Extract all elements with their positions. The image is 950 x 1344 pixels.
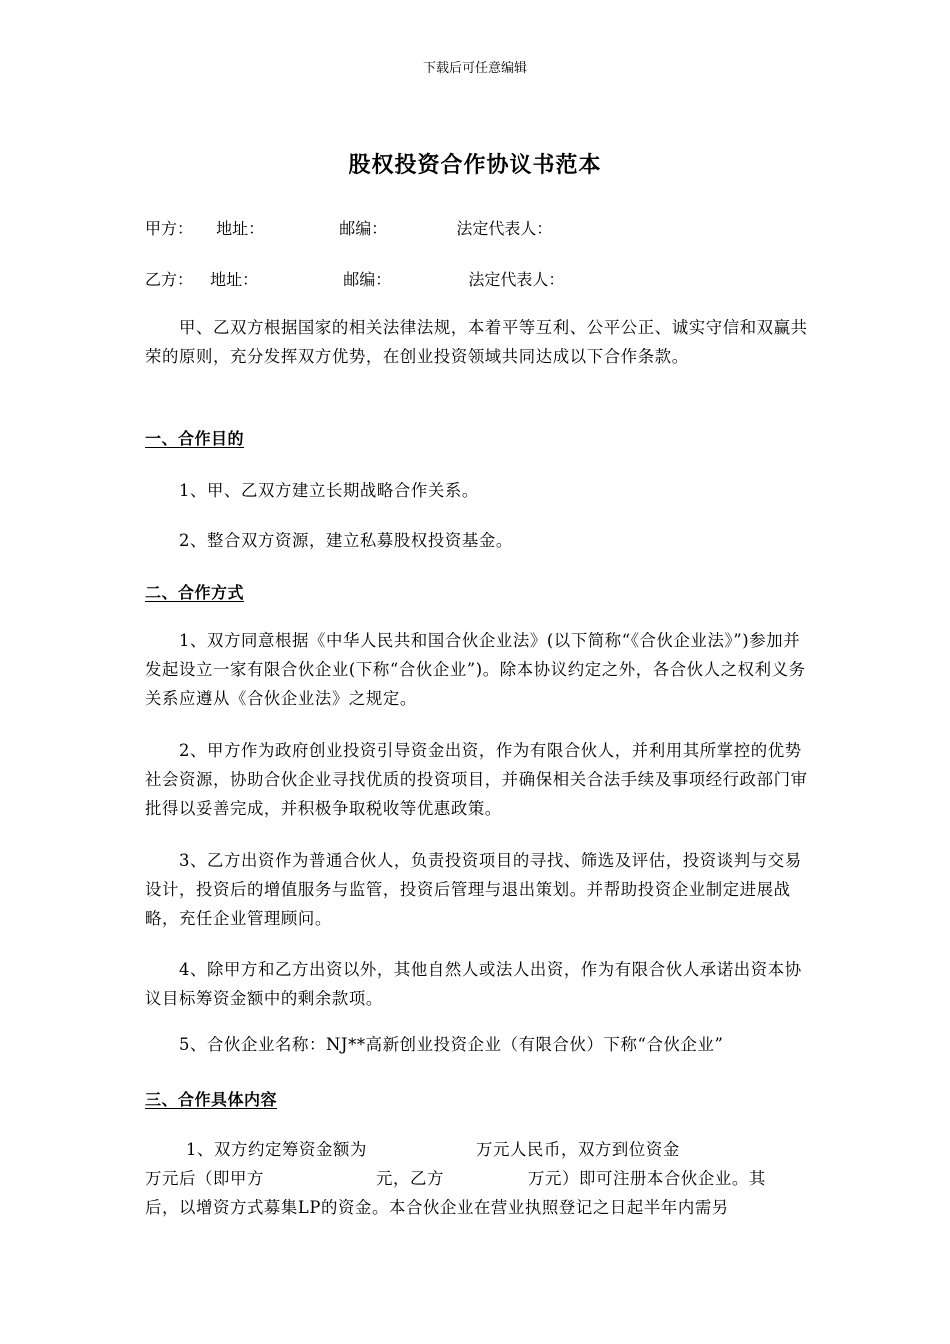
party-a-postcode: 邮编：	[339, 219, 388, 238]
party-b-address: 地址：	[210, 270, 259, 289]
section-3-text: 元，乙方	[376, 1169, 444, 1188]
section-2-paragraph: 5、合伙企业名称：NJ**高新创业投资企业（有限合伙）下称“合伙企业”	[179, 1035, 724, 1054]
section-2-paragraph: 4、除甲方和乙方出资以外，其他自然人或法人出资，作为有限合伙人承诺出资本协议目标筹资金额中的剩余款项。	[145, 960, 802, 1008]
page-header: 下载后可任意编辑	[422, 61, 527, 76]
section-1-heading: 一、合作目的	[145, 429, 245, 448]
party-a-address: 地址：	[216, 219, 265, 238]
section-1-item: 1、甲、乙双方建立长期战略合作关系。	[179, 481, 479, 500]
party-b-postcode: 邮编：	[343, 270, 392, 289]
section-2-paragraph: 2、甲方作为政府创业投资引导资金出资，作为有限合伙人，并利用其所掌控的优势社会资源，协助合伙企业寻找优质的投资项目，并确保相关合法手续及事项经行政部门审批得以妥善完成，并积极争取税收等优惠政策。	[145, 741, 808, 818]
party-a-line	[145, 216, 552, 239]
section-3-text: 万元）即可注册本合伙企业。其	[528, 1169, 766, 1188]
section-3-text: 后，以增资方式募集LP的资金。本合伙企业在营业执照登记之日起半年内需另	[145, 1198, 729, 1217]
party-b-rep: 法定代表人：	[468, 270, 565, 289]
section-3-text: 万元后（即甲方	[145, 1169, 264, 1188]
section-2-paragraph: 1、双方同意根据《中华人民共和国合伙企业法》(以下简称“《合伙企业法》”)参加并发起设立一家有限合伙企业(下称“合伙企业”)。除本协议约定之外，各合伙人之权利义务关系应遵从《合伙企业法》之规定。	[145, 631, 806, 708]
section-3-heading: 三、合作具体内容	[145, 1090, 278, 1109]
party-a-label: 甲方：	[145, 219, 194, 238]
section-2-paragraph: 3、乙方出资作为普通合伙人，负责投资项目的寻找、筛选及评估，投资谈判与交易设计，投资后的增值服务与监管，投资后管理与退出策划。并帮助投资企业制定进展战略，充任企业管理顾问。	[145, 851, 802, 928]
document-title: 股权投资合作协议书范本	[348, 152, 602, 178]
party-b-label: 乙方：	[145, 270, 194, 289]
section-1-item: 2、整合双方资源，建立私募股权投资基金。	[179, 531, 513, 550]
intro-paragraph: 甲、乙双方根据国家的相关法律法规，本着平等互利、公平公正、诚实守信和双赢共荣的原则，充分发挥双方优势，在创业投资领域共同达成以下合作条款。	[145, 318, 808, 366]
section-3-text: 万元人民币，双方到位资金	[476, 1140, 680, 1159]
party-b-line	[145, 267, 564, 290]
section-3-text: 1、双方约定筹资金额为	[186, 1140, 367, 1159]
section-2-heading: 二、合作方式	[145, 583, 245, 602]
party-a-rep: 法定代表人：	[456, 219, 553, 238]
